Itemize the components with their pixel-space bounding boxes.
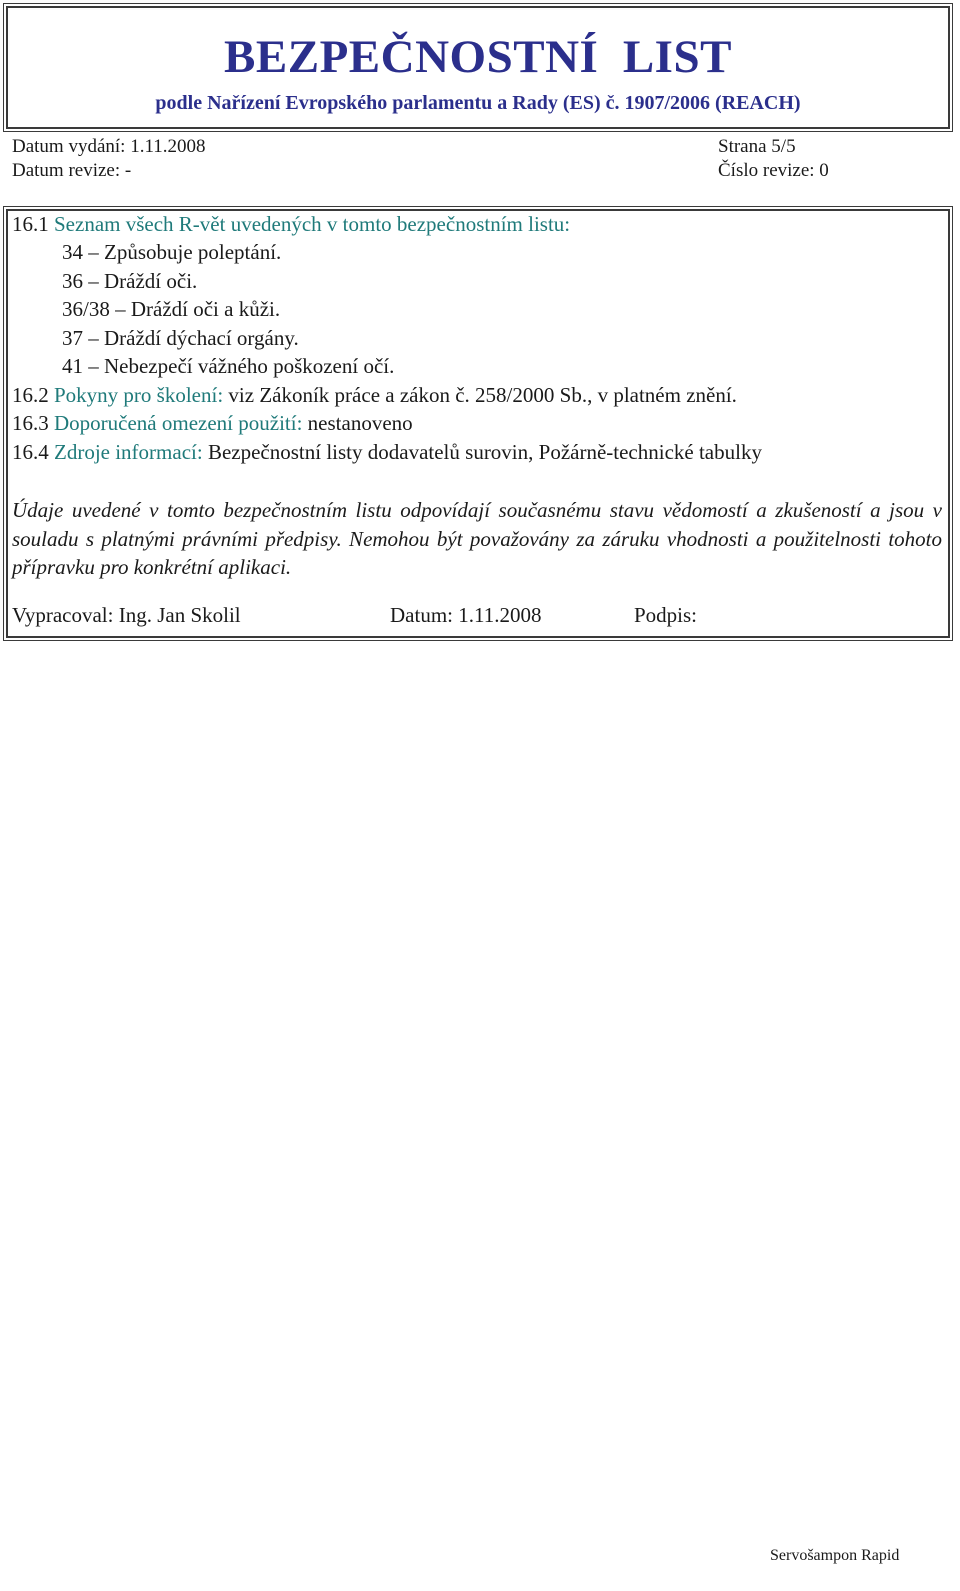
r-phrase-item: 37 – Dráždí dýchací orgány. (62, 326, 299, 350)
revision-date: Datum revize: - (12, 160, 132, 181)
r-phrase-item: 41 – Nebezpečí vážného poškození očí. (62, 354, 395, 378)
r-phrase-item: 36 – Dráždí oči. (62, 269, 198, 293)
document-subtitle: podle Nařízení Evropského parlamentu a Rady (ES) č. 1907/2006 (REACH) (155, 92, 801, 114)
issue-date: Datum vydání: 1.11.2008 (12, 136, 206, 157)
document-title: BEZPEČNOSTNÍ LIST (224, 31, 732, 83)
r-phrase-item: 36/38 – Dráždí oči a kůži. (62, 297, 281, 321)
section-16-1-heading (12, 212, 570, 237)
section-number: 16.4 (12, 440, 49, 464)
revision-number: Číslo revize: 0 (718, 160, 829, 181)
section-text: nestanoveno (307, 411, 413, 435)
section-heading: Pokyny pro školení: (54, 383, 224, 407)
section-text: Bezpečnostní listy dodavatelů surovin, Požárně-technické tabulky (207, 440, 762, 464)
section-number: 16.1 (12, 212, 49, 236)
section-heading: Seznam všech R-vět uvedených v tomto bezpečnostním listu: (54, 212, 571, 236)
section-16-2 (12, 383, 737, 408)
section-number: 16.3 (12, 411, 49, 435)
section-16-4 (12, 440, 762, 465)
page-number: Strana 5/5 (718, 136, 796, 157)
section-number: 16.2 (12, 383, 49, 407)
section-heading: Zdroje informací: (54, 440, 203, 464)
disclaimer-text: Údaje uvedené v tomto bezpečnostním listu odpovídají současnému stavu vědomostí a zkušeností a jsou v souladu s platnými právními předpisy. Nemohou být považovány za záruku vhodnosti a použitelnosti tohoto přípravku pro konkrétní aplikaci. (12, 498, 942, 579)
r-phrase-item: 34 – Způsobuje poleptání. (62, 240, 282, 264)
section-heading: Doporučená omezení použití: (54, 411, 303, 435)
signature-date: Datum: 1.11.2008 (390, 603, 542, 627)
prepared-by: Vypracoval: Ing. Jan Skolil (12, 603, 241, 627)
header-box (6, 6, 950, 129)
section-text: viz Zákoník práce a zákon č. 258/2000 Sb., v platném znění. (228, 383, 737, 407)
footer-product-name: Servošampon Rapid (770, 1547, 900, 1564)
signature-label: Podpis: (634, 603, 698, 627)
section-16-3 (12, 411, 413, 436)
